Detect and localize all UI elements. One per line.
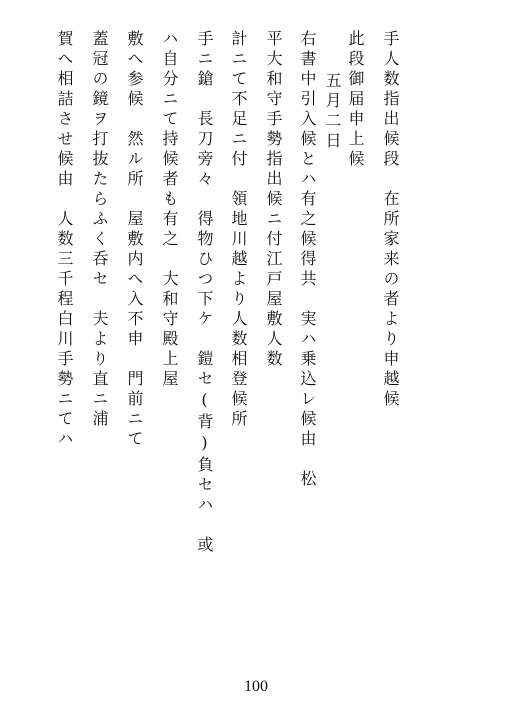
page-number: 100 bbox=[244, 678, 268, 695]
text-line-11: 賀へ相詰させ候由 人数三千程白川手勢ニてハ bbox=[55, 30, 74, 450]
text-line-4: 右書中引入候とハ有之候得共 実ハ乗込レ候由 松 bbox=[298, 30, 317, 490]
text-line-1: 手人数指出候段 在所家来の者より申越候 bbox=[381, 30, 400, 410]
text-line-10: 蓋冠の鏡ヲ打抜たらふく呑セ 夫より直ニ浦 bbox=[90, 30, 109, 430]
text-line-8: ハ自分ニて持候者も有之 大和守殿上屋 bbox=[160, 30, 179, 390]
text-line-5: 平大和守手勢指出候ニ付江戸屋敷人数 bbox=[264, 30, 283, 370]
text-line-9: 敷へ参候 然ル所 屋敷内へ入不申 門前ニて bbox=[125, 30, 144, 450]
text-line-7: 手ニ鎗 長刀旁々 得物ひつ下ケ 鎧セ(背)負セハ 或 bbox=[195, 30, 214, 556]
text-line-3: 五月二日 bbox=[323, 32, 342, 152]
text-line-2: 此段御届申上候 bbox=[346, 30, 365, 170]
text-line-6: 計ニて不足ニ付 領地川越より人数相登候所 bbox=[229, 30, 248, 430]
